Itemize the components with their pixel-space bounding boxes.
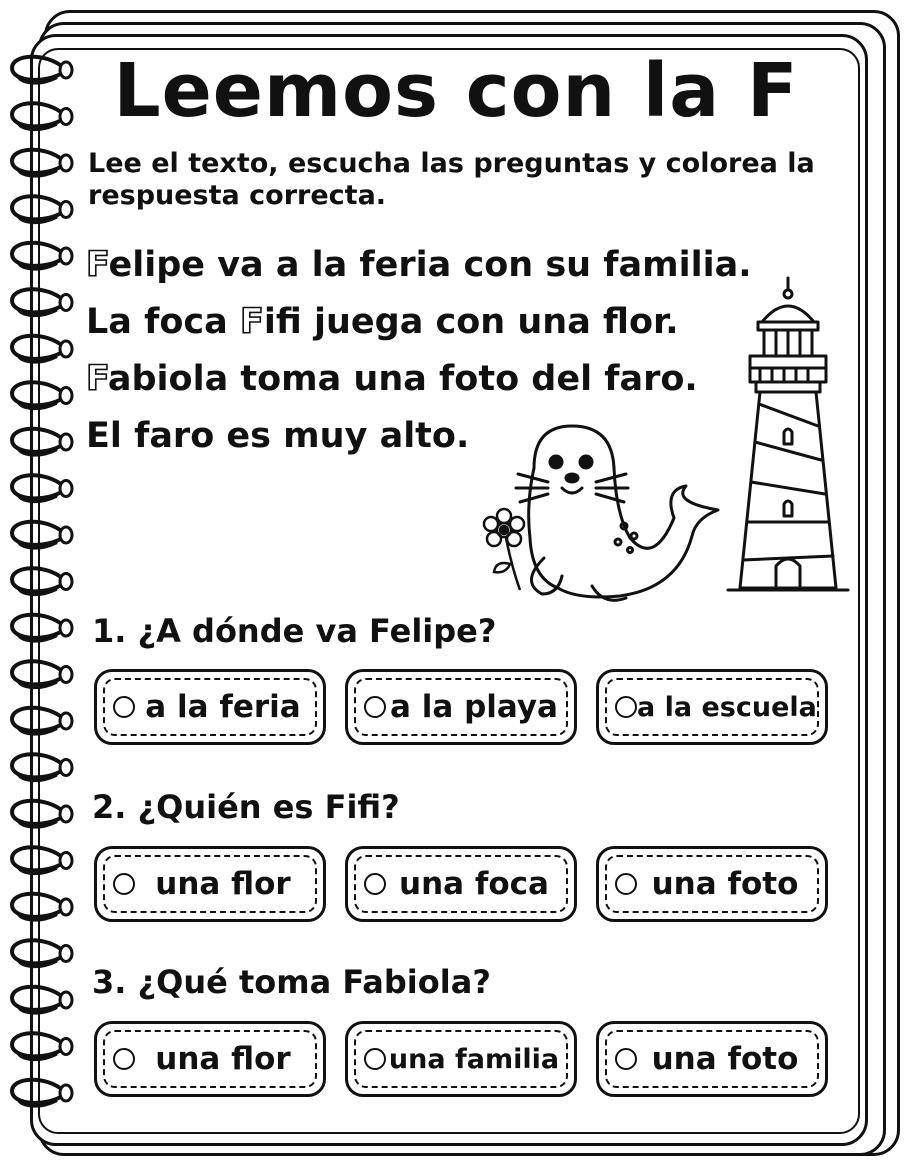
spiral-ring-icon xyxy=(12,196,72,222)
question-3: 3. ¿Qué toma Fabiola? xyxy=(92,963,491,1001)
question-1: 1. ¿A dónde va Felipe? xyxy=(92,612,497,650)
radio-circle-icon[interactable] xyxy=(615,873,637,895)
spiral-ring-icon xyxy=(12,987,72,1013)
question-2: 2. ¿Quién es Fifi? xyxy=(92,788,400,826)
spiral-binding-icon xyxy=(6,50,76,1110)
answer-a-la-escuela[interactable] xyxy=(596,669,828,745)
answer-una-foca[interactable] xyxy=(345,846,577,922)
answer-una-foto[interactable] xyxy=(596,1021,828,1097)
question-2-options xyxy=(94,846,832,926)
radio-circle-icon[interactable] xyxy=(113,1048,135,1070)
reading-text: abiola toma una foto del faro. xyxy=(107,359,698,399)
reading-text: El faro es muy alto. xyxy=(86,416,470,456)
outlined-letter-f: F xyxy=(86,359,108,399)
radio-circle-icon[interactable] xyxy=(364,1048,386,1070)
radio-circle-icon[interactable] xyxy=(364,873,386,895)
spiral-ring-icon xyxy=(12,243,72,269)
seal-icon xyxy=(474,418,726,614)
answer-una-familia[interactable] xyxy=(345,1021,577,1097)
question-1-options xyxy=(94,669,832,749)
reading-text: ifi juega con una flor. xyxy=(263,302,679,342)
answer-label: a la feria xyxy=(145,689,301,725)
spiral-ring-icon xyxy=(12,382,72,408)
spiral-ring-icon xyxy=(12,708,72,734)
spiral-ring-icon xyxy=(12,1080,72,1106)
spiral-ring-icon xyxy=(12,429,72,455)
spiral-ring-icon xyxy=(12,615,72,641)
flower-icon xyxy=(484,509,524,590)
answer-label: una flor xyxy=(155,866,291,902)
outlined-letter-f: F xyxy=(239,302,264,342)
spiral-ring-icon xyxy=(12,894,72,920)
spiral-ring-icon xyxy=(12,568,72,594)
answer-a-la-feria[interactable] xyxy=(94,669,326,745)
question-3-options xyxy=(94,1021,832,1101)
answer-label: una familia xyxy=(388,1043,560,1075)
spiral-ring-icon xyxy=(12,289,72,315)
instructions-text: Lee el texto, escucha las preguntas y colorea la respuesta correcta. xyxy=(88,148,815,211)
reading-text: La foca xyxy=(86,302,240,342)
reading-line-1 xyxy=(86,240,786,297)
radio-circle-icon[interactable] xyxy=(364,696,386,718)
lighthouse-icon xyxy=(722,276,854,602)
reading-text: elipe va a la feria con su familia. xyxy=(108,245,752,285)
spiral-ring-icon xyxy=(12,847,72,873)
answer-a-la-playa[interactable] xyxy=(345,669,577,745)
spiral-ring-icon xyxy=(12,336,72,362)
answer-label: una foto xyxy=(651,1041,799,1077)
answer-label: una foto xyxy=(651,866,799,902)
spiral-ring-icon xyxy=(12,1033,72,1059)
radio-circle-icon[interactable] xyxy=(615,696,637,718)
radio-circle-icon[interactable] xyxy=(113,696,135,718)
answer-una-foto[interactable] xyxy=(596,846,828,922)
spiral-ring-icon xyxy=(12,522,72,548)
reading-line-3 xyxy=(86,354,786,411)
outlined-letter-f: F xyxy=(86,245,109,285)
answer-una-flor[interactable] xyxy=(94,1021,326,1097)
radio-circle-icon[interactable] xyxy=(113,873,135,895)
spiral-ring-icon xyxy=(12,801,72,827)
answer-label: una foca xyxy=(399,866,549,902)
radio-circle-icon[interactable] xyxy=(615,1048,637,1070)
spiral-ring-icon xyxy=(12,661,72,687)
answer-label: una flor xyxy=(155,1041,291,1077)
answer-una-flor[interactable] xyxy=(94,846,326,922)
spiral-ring-icon xyxy=(12,940,72,966)
spiral-ring-icon xyxy=(12,150,72,176)
answer-label: a la playa xyxy=(390,689,558,725)
answer-label: a la escuela xyxy=(637,691,817,723)
spiral-ring-icon xyxy=(12,754,72,780)
reading-line-2 xyxy=(86,297,786,354)
page-title: Leemos con la F xyxy=(113,48,799,134)
spiral-ring-icon xyxy=(12,475,72,501)
